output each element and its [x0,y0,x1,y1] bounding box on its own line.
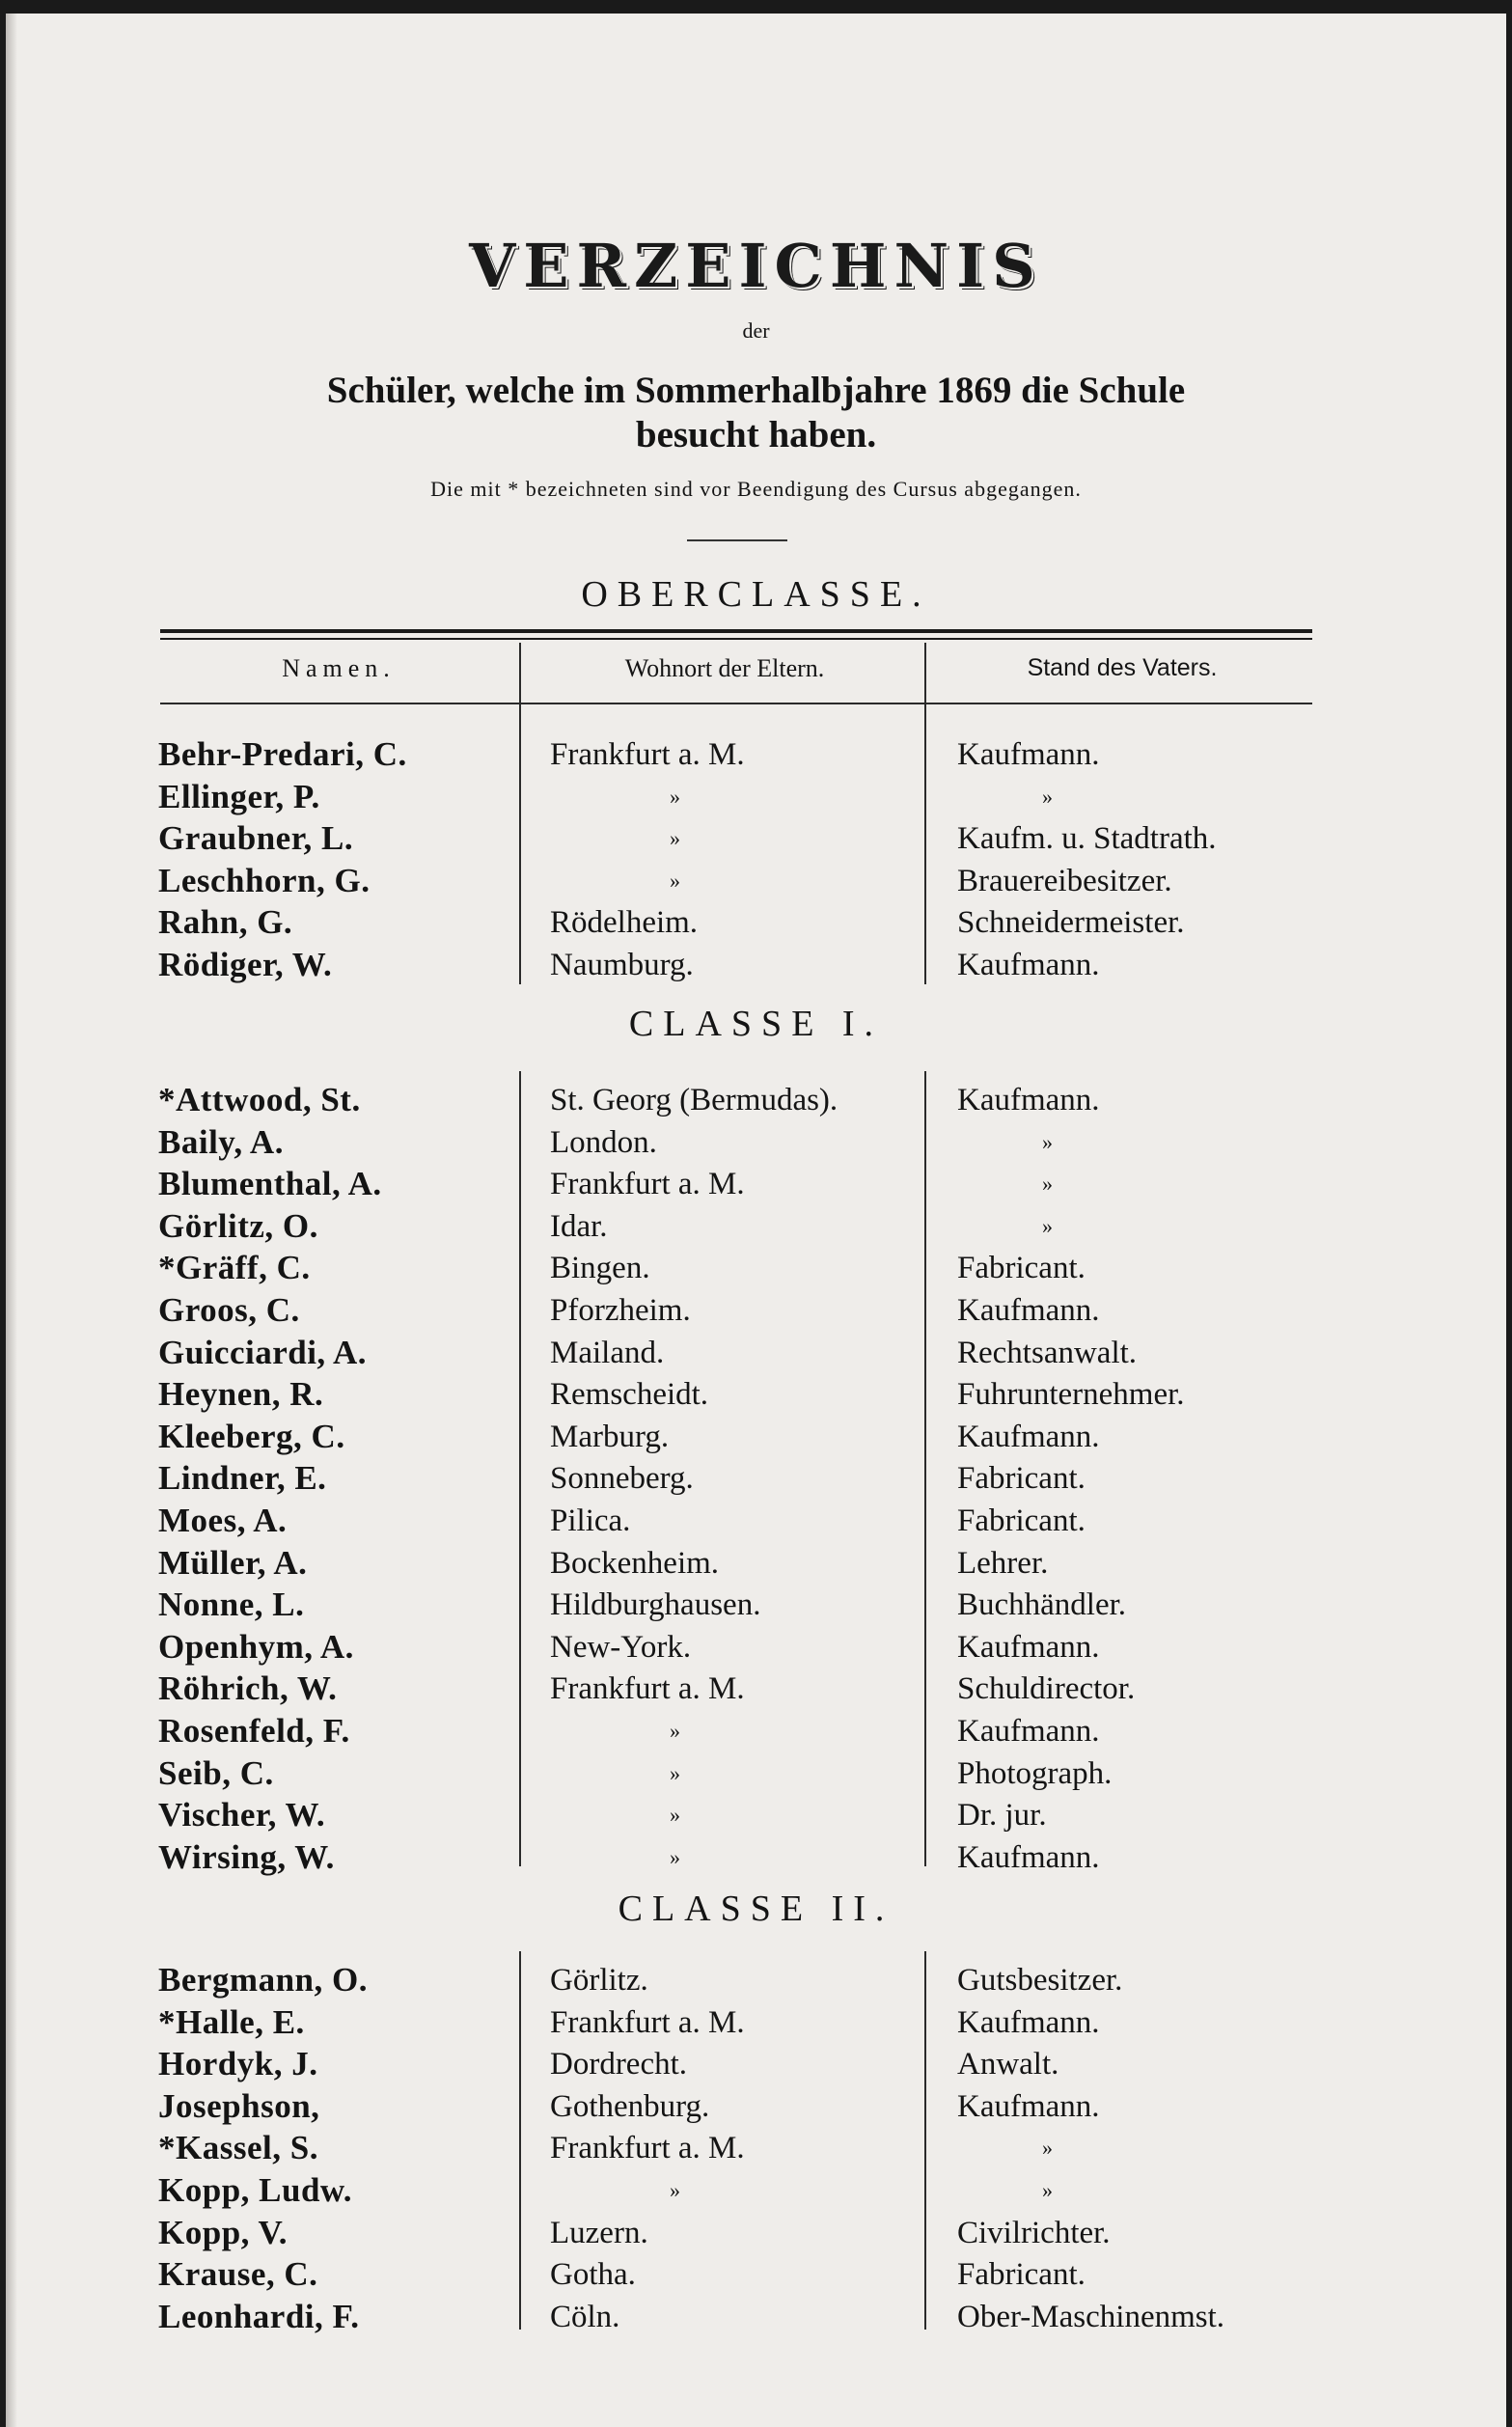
parent-residence: » [670,1760,680,1785]
father-occupation: Photograph. [957,1755,1113,1791]
table-row [6,862,1506,900]
table-row [6,1502,1506,1540]
parent-residence: Dordrecht. [550,2047,688,2082]
parent-residence: Sonneberg. [550,1461,694,1497]
parent-residence: » [670,2178,680,2202]
subtitle-line-2: besucht haben. [635,414,877,455]
student-name: Kopp, V. [158,2213,289,2251]
parent-residence: Bockenheim. [550,1545,720,1581]
table-row [6,1291,1506,1330]
father-occupation: Schuldirector. [957,1671,1136,1707]
student-name: Rödiger, W. [158,946,333,983]
student-name: *Kassel, S. [158,2129,318,2167]
table-row [6,2298,1506,2336]
parent-residence: Mailand. [550,1335,665,1370]
parent-residence: New-York. [550,1629,692,1665]
student-name: Kleeberg, C. [158,1417,345,1455]
student-name: Rahn, G. [158,903,293,942]
section-title-oberclasse: OBERCLASSE. [581,574,931,615]
parent-residence: London. [550,1124,657,1160]
student-name: Groos, C. [158,1291,300,1329]
father-occupation: Fabricant. [957,1251,1086,1286]
table-row [6,1123,1506,1162]
table-row [6,946,1506,984]
column-header-name: Namen. [282,654,396,682]
table-row [6,2214,1506,2252]
parent-residence: » [670,868,680,893]
father-occupation: Kaufmann. [957,1293,1100,1328]
parent-residence: Marburg. [550,1419,670,1454]
table-row [6,1838,1506,1877]
father-occupation: Kaufmann. [957,2004,1100,2040]
parent-residence: » [670,1844,680,1869]
table-row [6,1081,1506,1119]
student-name: Vischer, W. [158,1796,326,1834]
student-name: Leonhardi, F. [158,2297,360,2335]
father-occupation: » [1042,1172,1053,1197]
student-name: Blumenthal, A. [158,1165,382,1203]
student-name: Baily, A. [158,1122,284,1161]
student-name: Müller, A. [158,1543,308,1582]
parent-residence: Pforzheim. [550,1293,691,1328]
table-row [6,1544,1506,1583]
header-rule [160,703,1312,704]
student-name: Krause, C. [158,2255,318,2294]
student-name: Rosenfeld, F. [158,1712,350,1750]
father-occupation: Kaufmann. [957,737,1100,772]
table-row [6,1249,1506,1287]
parent-residence: Gothenburg. [550,2088,710,2124]
father-occupation: Kaufm. u. Stadtrath. [957,821,1217,857]
student-name: Ellinger, P. [158,777,320,815]
table-row [6,1375,1506,1414]
father-occupation: Civilrichter. [957,2215,1111,2250]
student-name: Leschhorn, G. [158,861,371,899]
table-row [6,1796,1506,1834]
table-row [6,1628,1506,1667]
table-row [6,1207,1506,1246]
father-occupation: Kaufmann. [957,1419,1100,1454]
table-row [6,1712,1506,1751]
student-name: Lindner, E. [158,1459,327,1498]
student-name: Görlitz, O. [158,1206,318,1245]
table-row [6,2045,1506,2083]
father-occupation: Gutsbesitzer. [957,1963,1123,1998]
student-name: Guicciardi, A. [158,1333,368,1371]
subtitle-line-1: Schüler, welche im Sommerhalbjahre 1869 die Schule [326,370,1186,411]
father-occupation: » [1042,1213,1053,1238]
table-top-rule-thin [160,638,1312,640]
short-divider [687,539,787,541]
parent-residence: Görlitz. [550,1963,648,1998]
student-name: Graubner, L. [158,819,354,858]
student-name: Heynen, R. [158,1375,324,1414]
table-top-rule [160,629,1312,633]
father-occupation: Fuhrunternehmer. [957,1377,1185,1413]
parent-residence: Frankfurt a. M. [550,1671,745,1707]
student-name: Nonne, L. [158,1586,305,1624]
father-occupation: » [1042,784,1053,809]
table-row [6,2129,1506,2167]
father-occupation: Kaufmann. [957,948,1100,982]
student-name: Hordyk, J. [158,2045,318,2083]
father-occupation: Fabricant. [957,1461,1086,1497]
father-occupation: Kaufmann. [957,2088,1100,2124]
parent-residence: Luzern. [550,2215,648,2250]
parent-residence: Pilica. [550,1503,631,1538]
student-name: Josephson, [158,2086,320,2125]
table-row [6,2171,1506,2210]
parent-residence: Frankfurt a. M. [550,1167,745,1202]
student-name: Seib, C. [158,1753,274,1792]
table-row [6,1961,1506,2000]
table-row [6,2003,1506,2042]
father-occupation: » [1042,2136,1053,2161]
student-name: Wirsing, W. [158,1837,335,1876]
parent-residence: » [670,1719,680,1743]
father-occupation: Schneidermeister. [957,905,1185,941]
table-row [6,903,1506,942]
parent-residence: Cöln. [550,2299,620,2334]
father-occupation: Anwalt. [957,2047,1059,2082]
table-row [6,1418,1506,1456]
father-occupation: » [1042,2178,1053,2202]
parent-residence: Frankfurt a. M. [550,2131,745,2166]
table-row [6,2255,1506,2294]
father-occupation: Kaufmann. [957,1714,1100,1749]
der-label: der [742,318,770,343]
father-occupation: » [1042,1129,1053,1154]
table-row [6,1334,1506,1372]
father-occupation: Rechtsanwalt. [957,1335,1138,1370]
table-row [6,1669,1506,1708]
section-title-classe-1: CLASSE I. [628,1004,884,1044]
student-name: *Attwood, St. [158,1081,361,1118]
student-name: Moes, A. [158,1502,288,1539]
student-name: Openhym, A. [158,1627,354,1666]
page-title: VERZEICHNIS [469,231,1043,301]
parent-residence: » [670,1803,680,1828]
father-occupation: Brauereibesitzer. [957,863,1172,898]
parent-residence: Frankfurt a. M. [550,737,745,772]
father-occupation: Dr. jur. [957,1798,1047,1834]
parent-residence: » [670,784,680,809]
document-page [6,14,1506,2427]
father-occupation: Buchhändler. [957,1587,1127,1623]
table-row [6,1165,1506,1203]
table-row [6,1754,1506,1793]
parent-residence: » [670,826,680,851]
student-name: *Halle, E. [158,2002,305,2041]
father-occupation: Fabricant. [957,1503,1086,1538]
section-title-classe-2: CLASSE II. [618,1889,894,1929]
student-name: Bergmann, O. [158,1961,368,1999]
student-name: Kopp, Ludw. [158,2171,353,2209]
father-occupation: Fabricant. [957,2257,1086,2293]
parent-residence: Gotha. [550,2257,636,2293]
father-occupation: Kaufmann. [957,1839,1100,1875]
parent-residence: St. Georg (Bermudas). [550,1083,838,1117]
student-name: *Gräff, C. [158,1249,311,1287]
parent-residence: Idar. [550,1208,608,1244]
table-row [6,1586,1506,1624]
parent-residence: Frankfurt a. M. [550,2004,745,2040]
parent-residence: Rödelheim. [550,905,699,941]
student-name: Röhrich, W. [158,1669,338,1708]
withdrawal-note: Die mit * bezeichneten sind vor Beendigung des Cursus abgegangen. [430,477,1082,501]
parent-residence: Remscheidt. [550,1377,709,1413]
father-occupation: Kaufmann. [957,1083,1100,1117]
column-header-residence: Wohnort der Eltern. [624,654,825,682]
father-occupation: Kaufmann. [957,1629,1100,1665]
table-row [6,1459,1506,1498]
table-row [6,2087,1506,2126]
table-row [6,819,1506,858]
table-row [6,778,1506,816]
student-name: Behr-Predari, C. [158,735,407,773]
column-header-status: Stand des Vaters. [1027,654,1218,681]
parent-residence: Hildburghausen. [550,1587,761,1623]
father-occupation: Lehrer. [957,1545,1049,1581]
father-occupation: Ober-Maschinenmst. [957,2299,1225,2334]
parent-residence: Bingen. [550,1251,650,1286]
parent-residence: Naumburg. [550,948,694,982]
table-row [6,735,1506,774]
